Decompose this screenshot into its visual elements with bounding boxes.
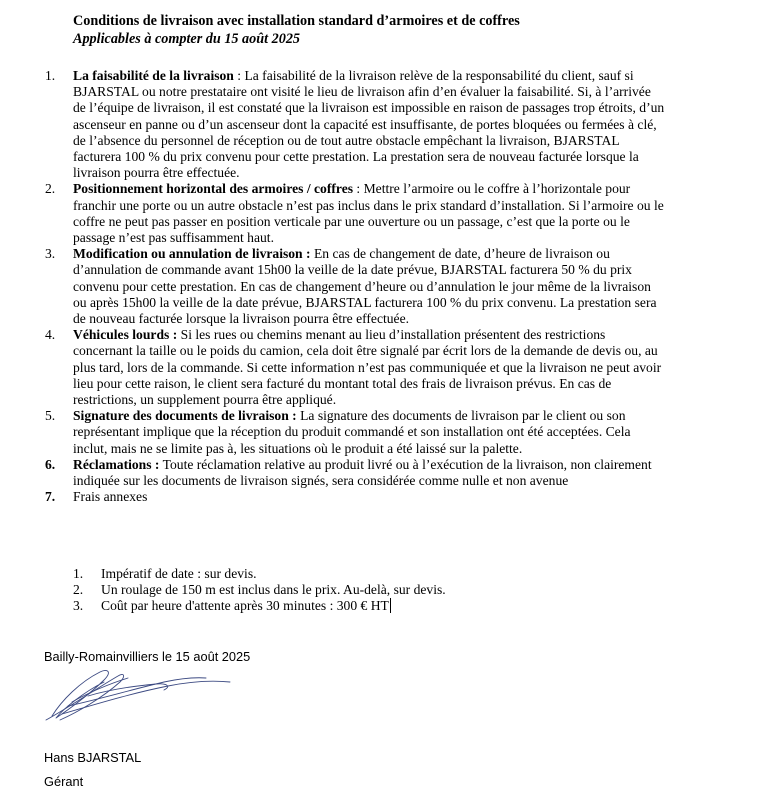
condition-heading: La faisabilité de la livraison xyxy=(73,68,234,83)
condition-item-4: 4. Véhicules lourds : Si les rues ou chemins menant au lieu d’installation présentent des restrictions concernant la taille ou le poids du camion, cela doit être signalé par écrit lors de la demande de devis ou, au plus tard, lors de la commande. Si cette information n’est pas communiquée et que la livraison ne peut avoir lieu pour cette raison, le client sera facturé du montant total des frais de livraison prévus. En cas de restrictions, un supplement pourra être appliqué. xyxy=(45,327,662,408)
handwritten-signature xyxy=(38,660,238,724)
list-number: 7. xyxy=(45,489,56,505)
document-header xyxy=(73,12,763,48)
condition-item-3: 3. Modification ou annulation de livraison : En cas de changement de date, d’heure de livraison ou d’annulation de commande avant 15h00 la veille de la date prévue, BJARSTAL facturera 50 % du prix convenu pour cette prestation. En cas de changement d’heure ou d’annulation le jour même de la livraison ou après 15h00 la veille de la date prévue, BJARSTAL facturera 100 % du prix convenu. La prestation sera de nouveau facturée lorsque la livraison pourra être effectuée. xyxy=(45,246,657,327)
condition-heading: Signature des documents de livraison : xyxy=(73,408,297,424)
condition-heading: Frais annexes xyxy=(73,489,148,505)
list-number: 5. xyxy=(45,408,56,424)
condition-item-7 xyxy=(0,489,743,505)
condition-item-1: 1. La faisabilité de la livraison : La faisabilité de la livraison relève de la responsabilité du client, sauf si BJARSTAL ou notre prestataire ont visité le lieu de livraison afin d’en évaluer la faisabilité. Si, à l’arrivée de l’équipe de livraison, il est constaté que la livraison est impossible en raison de passages trop étroits, d’un ascenseur en panne ou d’un ascenseur dont la capacité est insuffisante, de portes bloquées ou fermées à clé, de l’absence du personnel de réception ou de tout autre obstacle empêchant la livraison, BJARSTAL facturera 100 % du prix convenu pour cette prestation. La prestation sera de nouveau facturée lorsque la livraison pourra être effectuée. xyxy=(45,68,665,181)
document-subtitle: Applicables à compter du 15 août 2025 xyxy=(73,31,300,47)
list-number: 4. xyxy=(45,327,56,343)
condition-heading: Positionnement horizontal des armoires / coffres xyxy=(73,181,354,197)
condition-item-6: 6. Réclamations : Toute réclamation relative au produit livré ou à l’exécution de la livraison, non clairement indiquée sur les documents de livraison signés, sera considérée comme nulle et non avenue xyxy=(45,456,652,489)
annex-fees-list xyxy=(0,566,701,615)
list-number: 3. xyxy=(45,246,56,262)
list-number: 2. xyxy=(45,181,56,197)
annex-item-2 xyxy=(0,582,701,598)
place-date: Bailly-Romainvilliers le 15 août 2025 xyxy=(44,649,251,664)
annex-item-3 xyxy=(0,598,701,614)
annex-item-text: Coût par heure d'attente après 30 minutes : 300 € HT xyxy=(101,598,389,614)
condition-item-2: 2. Positionnement horizontal des armoires / coffres : Mettre l’armoire ou le coffre à l’horizontale pour franchir une porte ou un autre obstacle n’est pas inclus dans le prix standard d’installation. Si l’armoire ou le coffre ne peut pas passer en position verticale par une ouverture ou un passage, c’est que la porte ou le passage n’est pas suffisamment haut. xyxy=(45,181,664,246)
condition-item-5: 5. Signature des documents de livraison : La signature des documents de livraison par le client ou son représentant implique que la réception du produit commandé et son installation ont été acceptées. Cela inclut, mais ne se limite pas à, les situations où le produit a été laissé sur la palette. xyxy=(45,408,631,456)
condition-heading: Véhicules lourds : xyxy=(73,327,178,343)
signature-stroke xyxy=(68,678,206,706)
list-number: 1. xyxy=(73,566,84,581)
list-number: 6. xyxy=(45,456,56,472)
document-title: Conditions de livraison avec installation standard d’armoires et de coffres xyxy=(73,13,520,29)
text-cursor xyxy=(390,598,391,613)
list-number: 3. xyxy=(73,598,84,614)
annex-item-text: Un roulage de 150 m est inclus dans le prix. Au-delà, sur devis. xyxy=(101,582,446,598)
signatory-name: Hans BJARSTAL xyxy=(44,750,142,765)
annex-item-1 xyxy=(0,566,701,582)
list-number: 2. xyxy=(73,582,84,598)
annex-item-text: Impératif de date : sur devis. xyxy=(101,566,257,581)
conditions-list xyxy=(0,68,743,505)
signature-stroke xyxy=(52,670,108,718)
list-number: 1. xyxy=(45,68,56,83)
condition-heading: Modification ou annulation de livraison : xyxy=(73,246,311,262)
signatory-role: Gérant xyxy=(44,774,84,789)
condition-heading: Réclamations : xyxy=(73,456,160,472)
signature-stroke xyxy=(88,684,168,696)
